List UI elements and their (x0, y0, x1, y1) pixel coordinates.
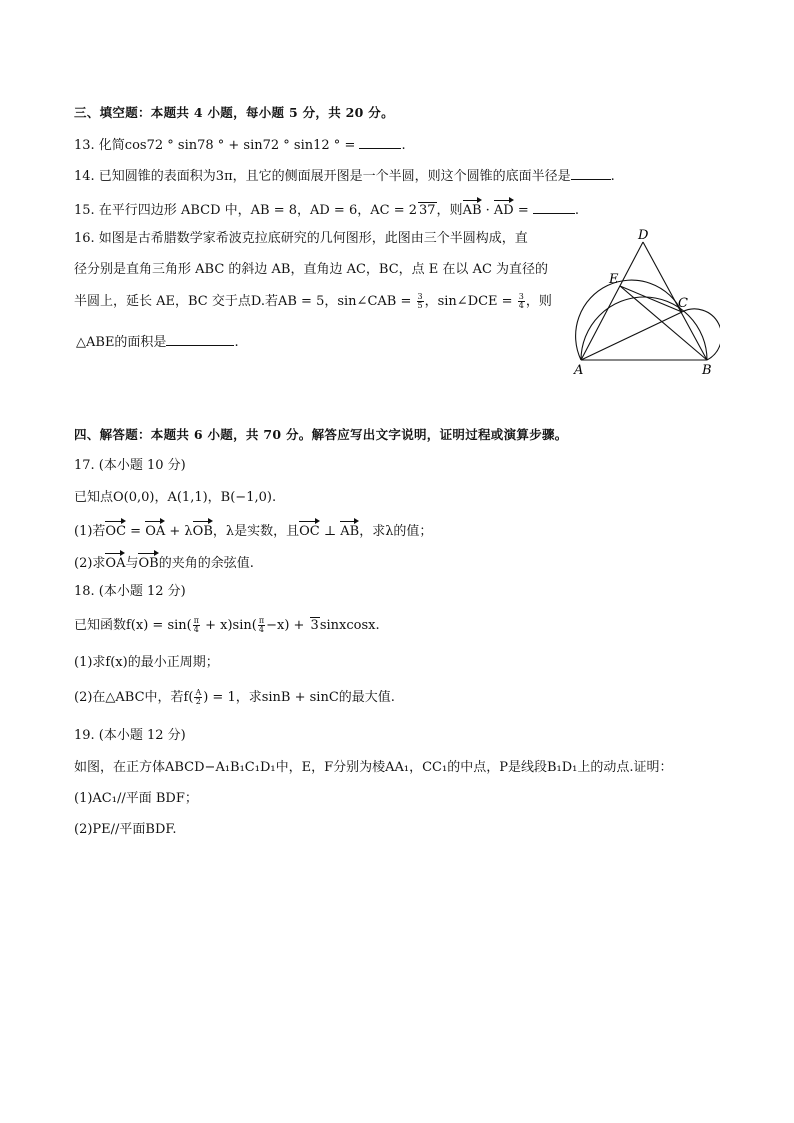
q19-part1: (1)AC₁//平面 BDF； (74, 791, 198, 806)
q17-part1: (1)若OC = OA + λOB，λ是实数，且OC ⊥ AB，求λ的值； (74, 518, 432, 542)
vector-oc: OC (105, 518, 126, 542)
segment-db (643, 242, 707, 360)
q18-given: 已知函数f(x) = sin( $\frac{\pi}{4}$ + x)sin( $\frac{\pi}{4}$ −x) + 3sinxcosx. (74, 616, 380, 634)
q19-given: 如图，在正方体ABCD−A₁B₁C₁D₁中，E，F分别为棱AA₁，CC₁的中点，P是线段B₁D₁上的动点.证明： (74, 760, 673, 775)
geometry-figure (570, 228, 720, 382)
q19-title: 19. (本小题 12 分) (74, 728, 186, 743)
q15-prefix: 15. 在平行四边形 ABCD 中，AB = 8，AD = 6，AC = 2 (74, 203, 417, 218)
vector-oa: OA (105, 550, 125, 574)
q16-line3: 半圆上，延长 AE，BC 交于点D.若AB = 5，sin∠CAB = $\frac{3}{5}$ ，sin∠DCE = $\frac{3}{4}$ ，则 (74, 292, 552, 310)
label-d: D (638, 228, 649, 243)
q19-part2: (2)PE//平面BDF. (74, 822, 177, 837)
q18-title: 18. (本小题 12 分) (74, 584, 186, 599)
question-13: 13. 化简cos72 ° sin78 ° + sin72 ° sin12 ° = . (74, 134, 406, 156)
q17-part2: (2)求OA与OB的夹角的余弦值. (74, 550, 254, 574)
fraction-3-5: $\frac{3}{5}$ (417, 292, 423, 310)
fraction-a-2: $\frac{A}{2}$ (195, 688, 202, 706)
fraction-pi-4: $\frac{\pi}{4}$ (193, 616, 199, 634)
label-b: B (702, 363, 712, 378)
vector-ob: OB (138, 550, 158, 574)
semicircles-diagram (570, 228, 720, 378)
vector-oa: OA (145, 518, 165, 542)
q18-part1: (1)求f(x)的最小正周期； (74, 655, 219, 670)
segment-ad (581, 242, 643, 360)
vector-oc: OC (299, 518, 320, 542)
q17-given: 已知点O(0,0)，A(1,1)，B(−1,0). (74, 490, 277, 505)
semicircle-bc (682, 309, 720, 360)
answer-blank (571, 165, 611, 180)
answer-blank (533, 199, 575, 214)
q17-title: 17. (本小题 10 分) (74, 458, 186, 473)
vector-ad: AD (494, 197, 514, 221)
fraction-pi-4: $\frac{\pi}{4}$ (258, 616, 265, 634)
label-c: C (678, 296, 688, 311)
q13-text: 13. 化简cos72 ° sin78 ° + sin72 ° sin12 ° = (74, 138, 360, 153)
segment-eb (620, 286, 707, 360)
question-15: 15. 在平行四边形 ABCD 中，AB = 8，AD = 6，AC = 2 37，则AB · AD = . (74, 197, 579, 221)
q16-line2: 径分别是直角三角形 ABC 的斜边 AB，直角边 AC，BC，点 E 在以 AC 为直径的 (74, 262, 549, 277)
q16-line4: △ABE的面积是 . (76, 331, 239, 353)
vector-ob: OB (193, 518, 213, 542)
q16-line1: 16. 如图是古希腊数学家希波克拉底研究的几何图形，此图由三个半圆构成，直 (74, 231, 528, 246)
fraction-3-4: $\frac{3}{4}$ (518, 292, 524, 310)
vector-ab: AB (463, 197, 482, 221)
section4-heading: 四、解答题：本题共 6 小题，共 70 分。解答应写出文字说明，证明过程或演算步骤。 (74, 427, 568, 442)
section3-heading: 三、填空题：本题共 4 小题，每小题 5 分，共 20 分。 (74, 105, 394, 120)
q18-part2: (2)在△ABC中，若f( $\frac{A}{2}$ ) = 1，求sinB + sinC的最大值. (74, 688, 395, 706)
q14-text: 14. 已知圆锥的表面积为3π，且它的侧面展开图是一个半圆，则这个圆锥的底面半径是 (74, 169, 571, 184)
sqrt-37: 37 (419, 203, 436, 218)
label-a: A (574, 363, 584, 378)
vector-ab: AB (340, 518, 359, 542)
question-14: 14. 已知圆锥的表面积为3π，且它的侧面展开图是一个半圆，则这个圆锥的底面半径是 . (74, 165, 615, 187)
label-e: E (609, 272, 619, 287)
answer-blank (359, 134, 401, 149)
sqrt-3: 3 (310, 618, 319, 633)
answer-blank (166, 331, 234, 346)
